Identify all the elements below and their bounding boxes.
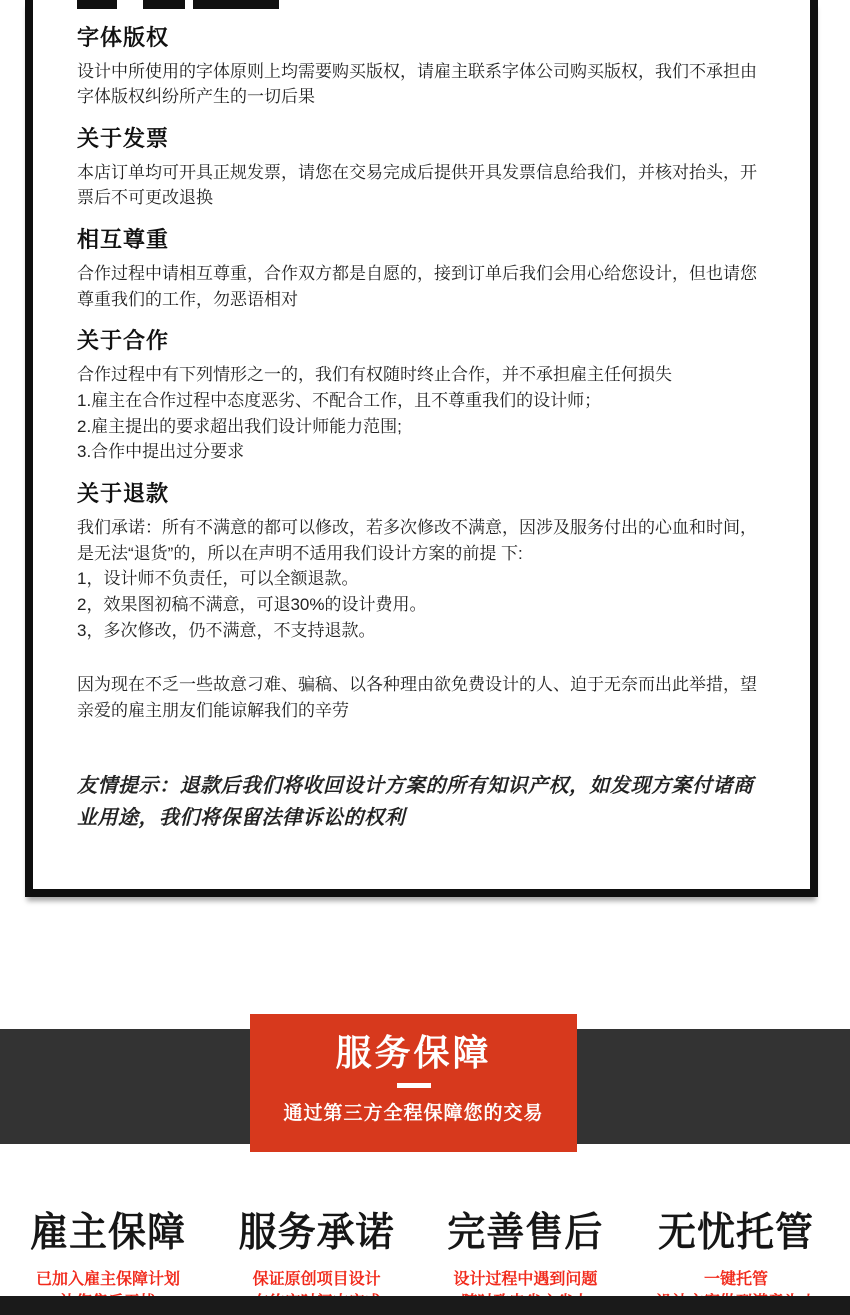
next-section-strip: [0, 1296, 850, 1315]
section-heading-invoice: 关于发票: [77, 126, 170, 152]
terms-panel: [25, 0, 818, 897]
appeal-note: 因为现在不乏一些故意刁难、骗稿、以各种理由欲免费设计的人、迫于无奈而出此举措，望亲爱的雇主朋友们能谅解我们的辛劳: [77, 674, 757, 720]
section-heading-mutual-respect: 相互尊重: [77, 227, 170, 253]
section-paragraph: 我们承诺：所有不满意的都可以修改，若多次修改不满意，因涉及服务付出的心血和时间，是无法“退货”的，所以在声明不适用我们设计方案的前提 下:: [77, 517, 757, 563]
section-paragraph: 合作过程中请相互尊重，合作双方都是自愿的，接到订单后我们会用心给您设计，但也请您尊重我们的工作，勿恶语相对: [77, 263, 757, 309]
section-paragraph: 设计中所使用的字体原则上均需要购买版权，请雇主联系字体公司购买版权，我们不承担由字体版权纠纷所产生的一切后果: [77, 61, 757, 107]
section-heading-cooperation: 关于合作: [77, 328, 170, 354]
section-paragraph: 1.雇主在合作过程中态度恶劣、不配合工作，且不尊重我们的设计师；: [77, 390, 602, 410]
section-paragraph: 3.合作中提出过分要求: [77, 442, 245, 462]
banner-divider: [397, 1083, 431, 1088]
guarantee-desc-line1: 保证原创项目设计: [252, 1271, 381, 1289]
banner-title: 服务保障: [335, 1031, 492, 1073]
section-paragraph: 合作过程中有下列情形之一的，我们有权随时终止合作，并不承担雇主任何损失: [77, 364, 672, 384]
clipped-heading-fragment: [77, 0, 766, 9]
section-paragraph: 3，多次修改，仍不满意，不支持退款。: [77, 621, 376, 641]
guarantee-desc-line1: 一键托管: [703, 1271, 768, 1289]
guarantee-title: 雇主保障: [30, 1210, 187, 1255]
guarantee-desc-line1: 设计过程中遇到问题: [453, 1271, 598, 1289]
section-heading-font-copyright: 字体版权: [77, 25, 170, 50]
section-paragraph: 2.雇主提出的要求超出我们设计师能力范围;: [77, 416, 402, 436]
banner-subtitle: 通过第三方全程保障您的交易: [283, 1102, 544, 1124]
guarantee-title: 完善售后: [447, 1210, 604, 1255]
guarantee-desc-line1: 已加入雇主保障计划: [36, 1271, 181, 1289]
guarantee-title: 无忧托管: [657, 1210, 814, 1255]
section-paragraph: 2，效果图初稿不满意，可退30%的设计费用。: [77, 595, 427, 615]
friendly-reminder: 友情提示：退款后我们将收回设计方案的所有知识产权，如发现方案付诸商业用途，我们将保留法律诉讼的权利: [77, 774, 754, 829]
section-paragraph: 本店订单均可开具正规发票，请您在交易完成后提供开具发票信息给我们，并核对抬头，开票后不可更改退换: [77, 162, 757, 208]
service-guarantee-banner: [250, 1014, 577, 1152]
section-heading-refund: 关于退款: [77, 481, 170, 507]
service-guarantee-section: [0, 1014, 850, 1152]
section-paragraph: 1，设计师不负责任，可以全额退款。: [77, 569, 359, 589]
guarantee-title: 服务承诺: [238, 1210, 395, 1255]
